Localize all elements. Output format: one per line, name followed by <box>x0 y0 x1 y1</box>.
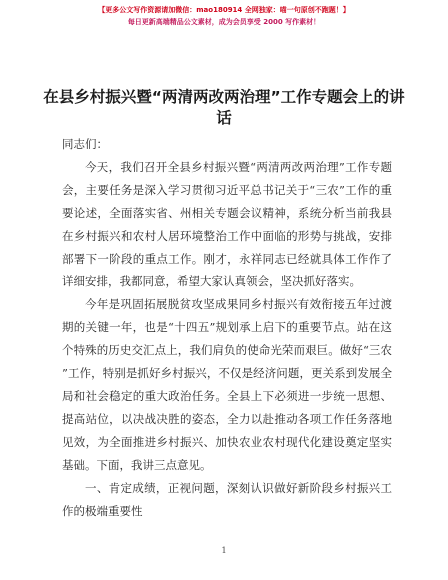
section-heading-1: 一、肯定成绩，正视问题，深刻认识做好新阶段乡村振兴工作的极端重要性 <box>62 480 392 518</box>
paragraph-1: 今天，我们召开全县乡村振兴暨“两清两改两治理”工作专题会，主要任务是深入学习贯彻习近平总书记关于“三农”工作的重要论述，全面落实省、州相关专题会议精神，系统分析当前我县在乡村振兴和农村人居环境整治工作中面临的形势与挑战，安排部署下一阶段的重点工作。刚才，永祥同志已经就具体工作作了详细安排，我都同意，希望大家认真领会，坚决抓好落实。 <box>62 159 392 289</box>
page-number: 1 <box>221 546 227 555</box>
promo-banner-line-2: 每日更新高端精品公文素材，成为会员享受 2000 写作素材！ <box>127 18 321 26</box>
promo-banner <box>0 4 448 28</box>
promo-banner-line-1: 【更多公文写作资源请加微信：mao180914 全网独家：喵一句原创不跑题！】 <box>98 6 350 14</box>
paragraph-2: 今年是巩固拓展脱贫攻坚成果同乡村振兴有效衔接五年过渡期的关键一年，也是“十四五”规划承上启下的重要节点。站在这个特殊的历史交汇点上，我们肩负的使命光荣而艰巨。做好“三农”工作，特别是抓好乡村振兴，不仅是经济问题，更关系到发展全局和社会稳定的重大政治任务。全县上下必须进一步统一思想、提高站位，以决战决胜的姿态，全力以赴推动各项工作任务落地见效，为全面推进乡村振兴、加快农业农村现代化建设奠定坚实基础。下面，我讲三点意见。 <box>62 297 392 472</box>
salutation: 同志们： <box>62 137 108 151</box>
document-body <box>62 133 392 522</box>
document-title: 在县乡村振兴暨“两清两改两治理”工作专题会上的讲话 <box>43 88 405 127</box>
